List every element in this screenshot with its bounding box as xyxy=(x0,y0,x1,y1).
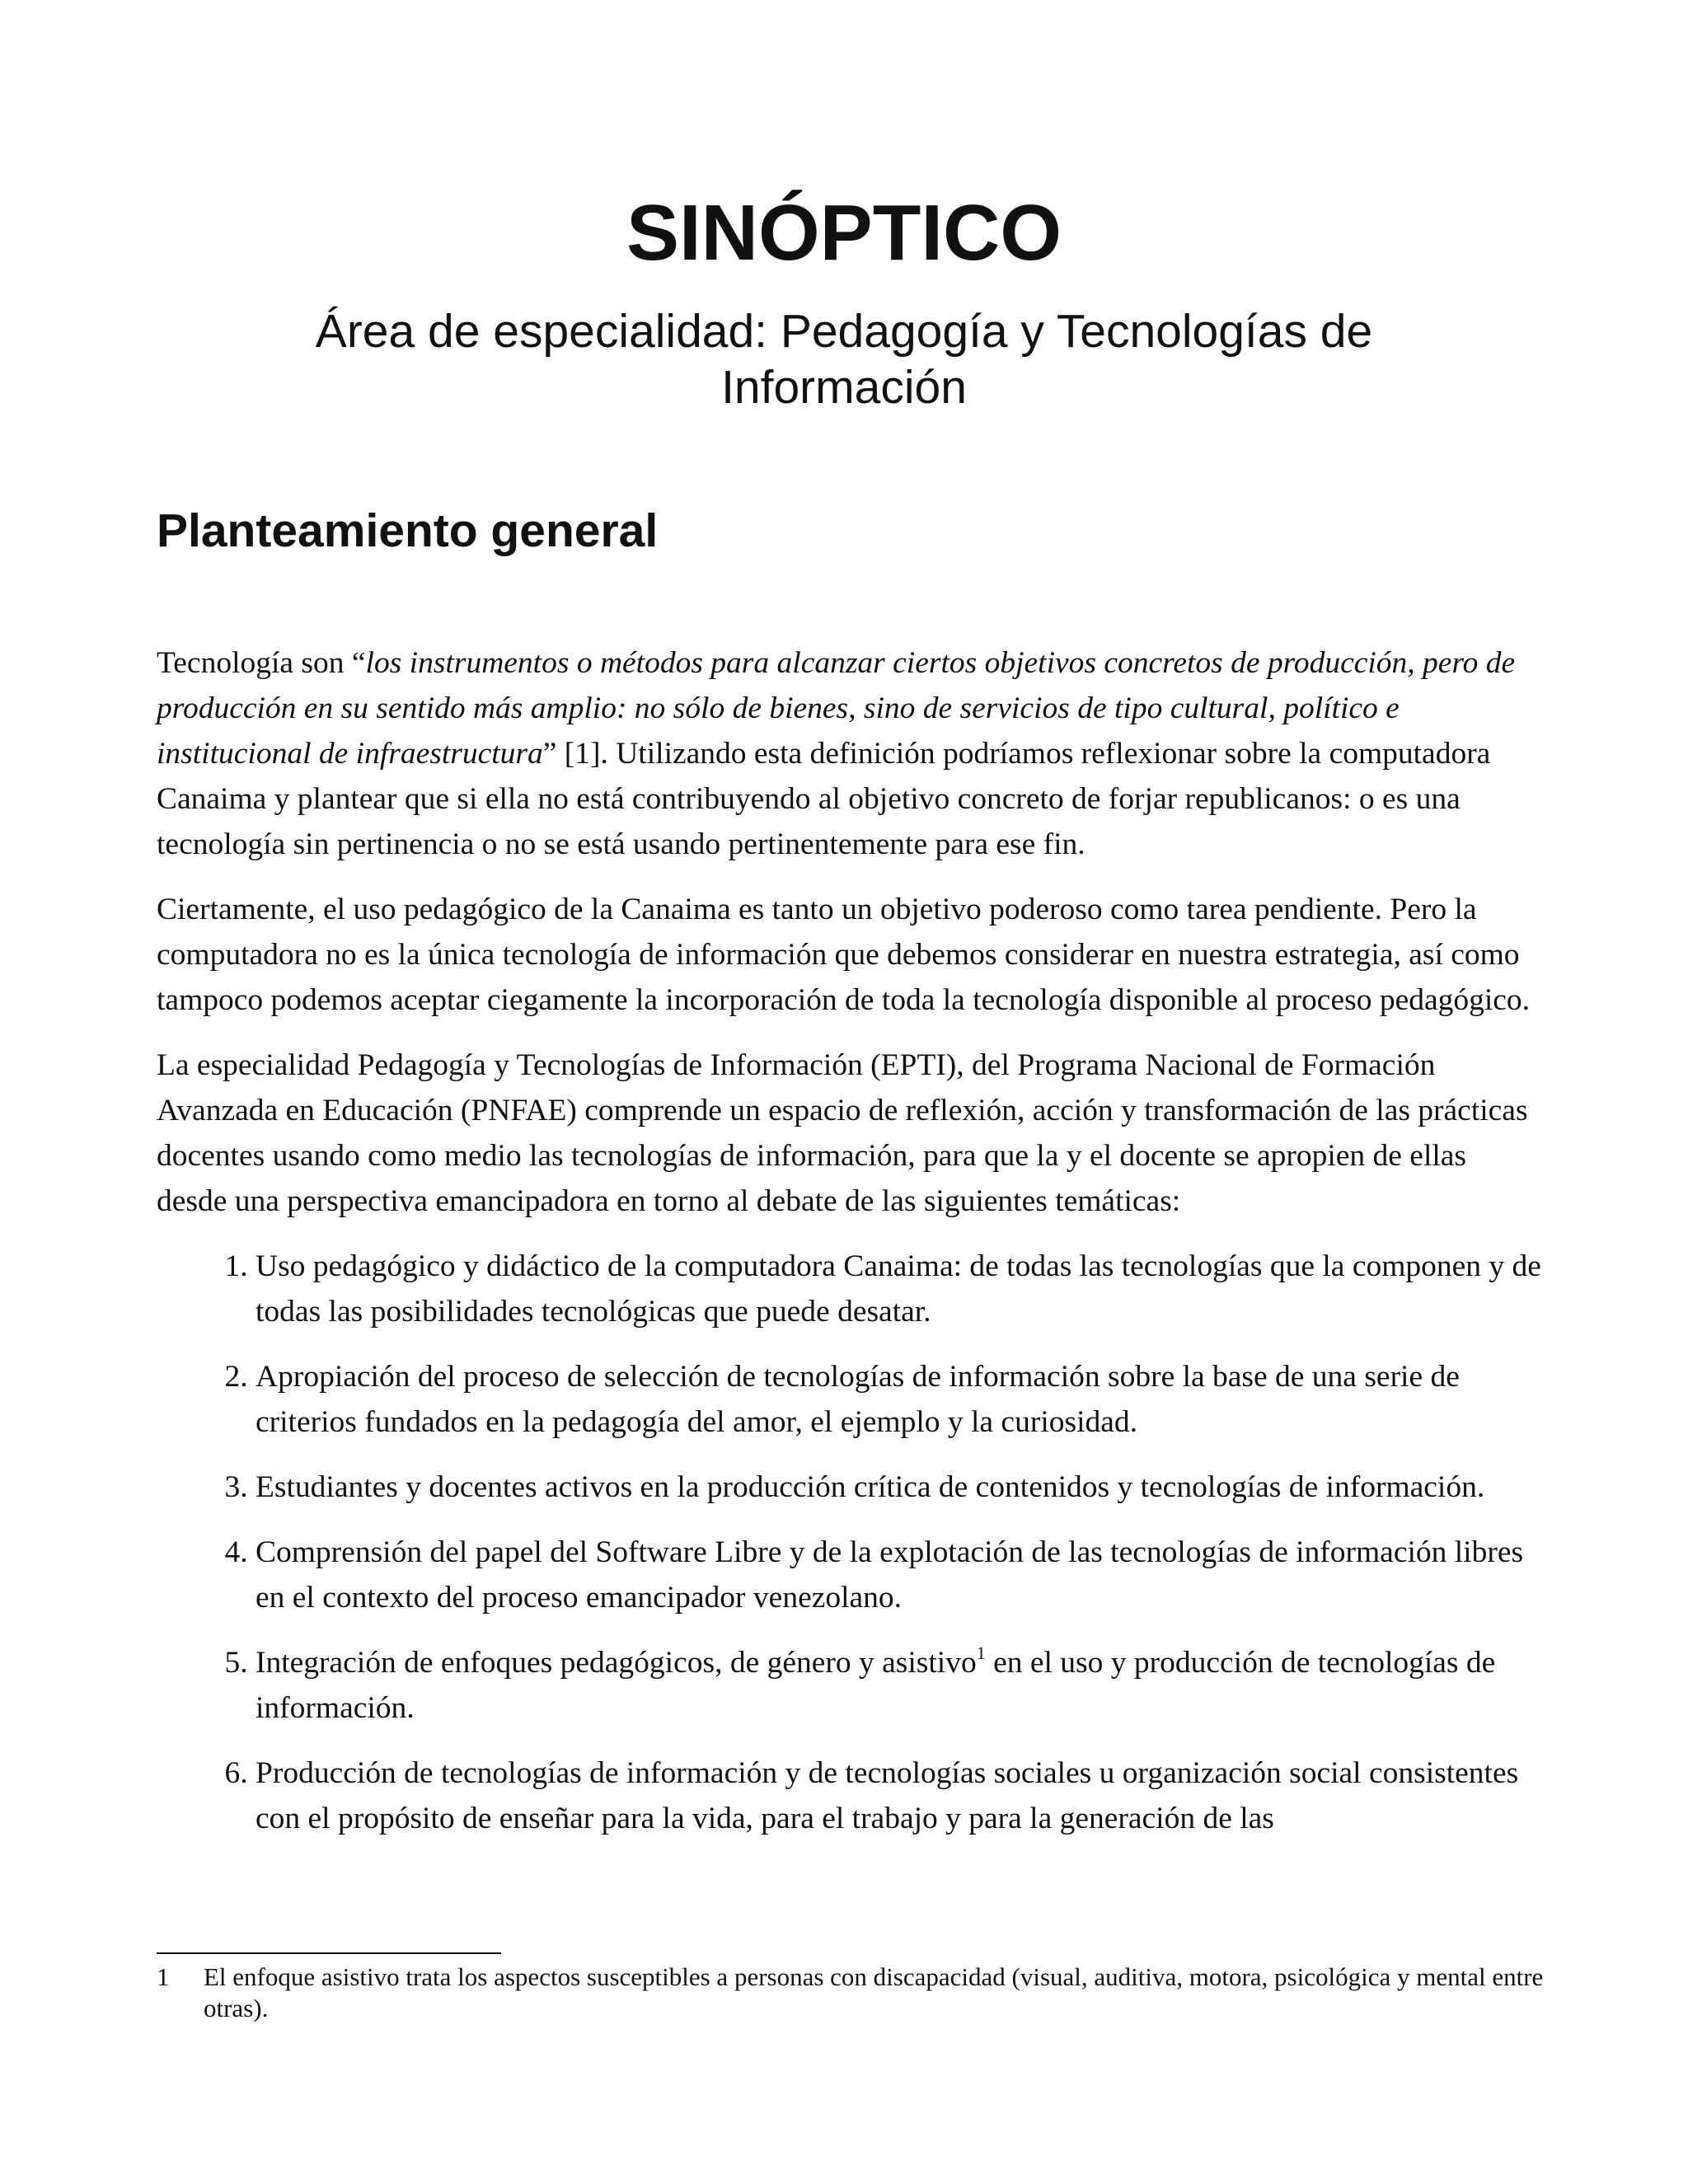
list-item: 4. Comprensión del papel del Software Libre y de la explotación de las tecnologías de información libres en el contexto del proceso emancipador venezolano. xyxy=(256,1530,1541,1620)
list-item: 3. Estudiantes y docentes activos en la producción crítica de contenidos y tecnologías de información. xyxy=(256,1465,1541,1510)
footnote xyxy=(157,1961,1550,2024)
paragraph-epti: La especialidad Pedagogía y Tecnologías de Información (EPTI), del Programa Nacional de Formación Avanzada en Educación (PNFAE) comprende un espacio de reflexión, acción y transformación de las prácticas docentes usando como medio las tecnologías de información, para que la y el docente se apropien de ellas desde una perspectiva emancipadora en torno al debate de las siguientes temáticas: xyxy=(157,1048,1528,1218)
footnote-number: 1 xyxy=(157,1962,170,1991)
section-heading: Planteamiento general xyxy=(157,504,659,557)
document-title: SINÓPTICO xyxy=(626,189,1062,277)
document-body xyxy=(157,640,1541,1861)
footnote-text: El enfoque asistivo trata los aspectos susceptibles a personas con discapacidad (visual, auditiva, motora, psicológica y mental entre otras). xyxy=(204,1962,1544,2022)
paragraph-definition-rest: ” [1]. Utilizando esta definición podríamos reflexionar sobre la computadora Canaima y plantear que si ella no está contribuyendo al objetivo concreto de forjar republicanos: o es una tecnología sin pertinencia o no se está usando pertinentemente para ese fin. xyxy=(157,737,1491,861)
footnote-separator xyxy=(157,1952,501,1954)
document-subtitle xyxy=(0,303,1688,415)
subtitle-line-1: Área de especialidad: Pedagogía y Tecnologías de xyxy=(315,305,1373,358)
definition-quote: los instrumentos o métodos para alcanzar ciertos objetivos concretos de producción, pero de producción en su sentido más amplio: no sólo de bienes, sino de servicios de tipo cultural, político e institucional de infraestructura xyxy=(157,646,1516,771)
list-item: 2. Apropiación del proceso de selección de tecnologías de información sobre la base de una serie de criterios fundados en la pedagogía del amor, el ejemplo y la curiosidad. xyxy=(256,1354,1541,1445)
paragraph-canaima: Ciertamente, el uso pedagógico de la Canaima es tanto un objetivo poderoso como tarea pendiente. Pero la computadora no es la única tecnología de información que debemos considerar en nuestra estrategia, así como tampoco podemos aceptar ciegamente la incorporación de toda la tecnología disponible al proceso pedagógico. xyxy=(157,893,1531,1017)
subtitle-line-2: Información xyxy=(721,361,967,414)
list-item-text-after: en el uso y producción de tecnologías de información. xyxy=(256,1646,1496,1725)
list-item: 1. Uso pedagógico y didáctico de la computadora Canaima: de todas las tecnologías que la componen y de todas las posibilidades tecnológicas que puede desatar. xyxy=(256,1244,1541,1334)
thematics-list xyxy=(157,1244,1541,1841)
list-item xyxy=(256,1640,1541,1731)
list-item: 6. Producción de tecnologías de información y de tecnologías sociales u organización social consistentes con el propósito de enseñar para la vida, para el trabajo y para la generación de las xyxy=(256,1750,1541,1841)
paragraph-definition-lead: Tecnología son “ xyxy=(157,646,366,680)
list-item-text-before: Integración de enfoques pedagógicos, de género y asistivo xyxy=(256,1646,977,1680)
paragraph-definition xyxy=(157,640,1541,867)
footnote-reference[interactable]: 1 xyxy=(976,1643,986,1663)
